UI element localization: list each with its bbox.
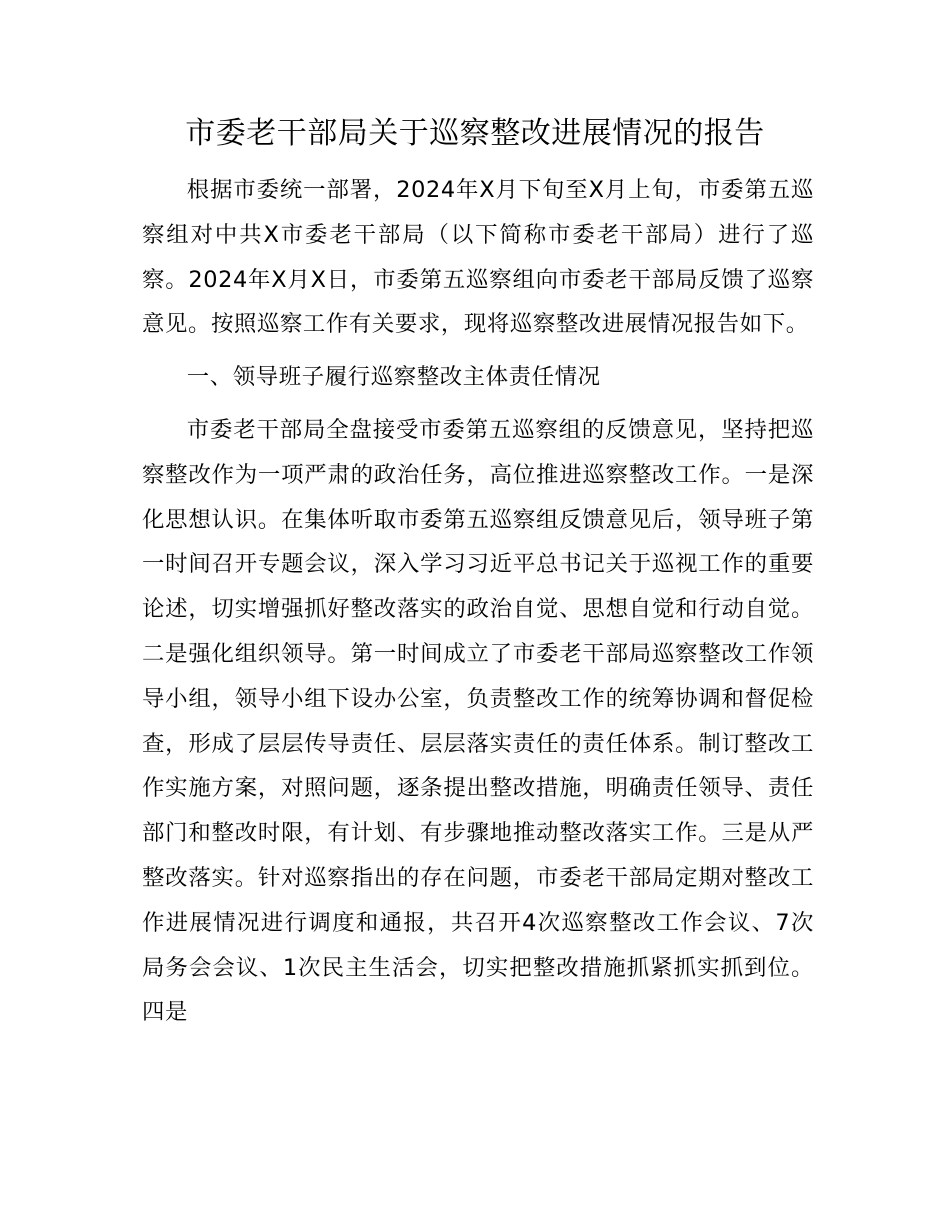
document-body [142,168,814,1035]
section-heading: 一、领导班子履行巡察整改主体责任情况 [186,364,601,391]
section-paragraph: 市委老干部局全盘接受市委第五巡察组的反馈意见，坚持把巡察整改作为一项严肃的政治任务，高位推进巡察整改工作。一是深化思想认识。在集体听取市委第五巡察组反馈意见后，领导班子第一时间召开专题会议，深入学习习近平总书记关于巡视工作的重要论述，切实增强抓好整改落实的政治自觉、思想自觉和行动自觉。二是强化组织领导。第一时间成立了市委老干部局巡察整改工作领导小组，领导小组下设办公室，负责整改工作的统筹协调和督促检查，形成了层层传导责任、层层落实责任的责任体系。制订整改工作实施方案，对照问题，逐条提出整改措施，明确责任领导、责任部门和整改时限，有计划、有步骤地推动整改落实工作。三是从严整改落实。针对巡察指出的存在问题，市委老干部局定期对整改工作进展情况进行调度和通报，共召开4次巡察整改工作会议、7次局务会会议、1次民主生活会，切实把整改措施抓紧抓实抓到位。四是 [142,416,814,1026]
intro-paragraph: 根据市委统一部署，2024年X月下旬至X月上旬，市委第五巡察组对中共X市委老干部局（以下简称市委老干部局）进行了巡察。2024年X月X日，市委第五巡察组向市委老干部局反馈了巡察意见。按照巡察工作有关要求，现将巡察整改进展情况报告如下。 [142,177,814,338]
document-title: 市委老干部局关于巡察整改进展情况的报告 [185,116,765,151]
